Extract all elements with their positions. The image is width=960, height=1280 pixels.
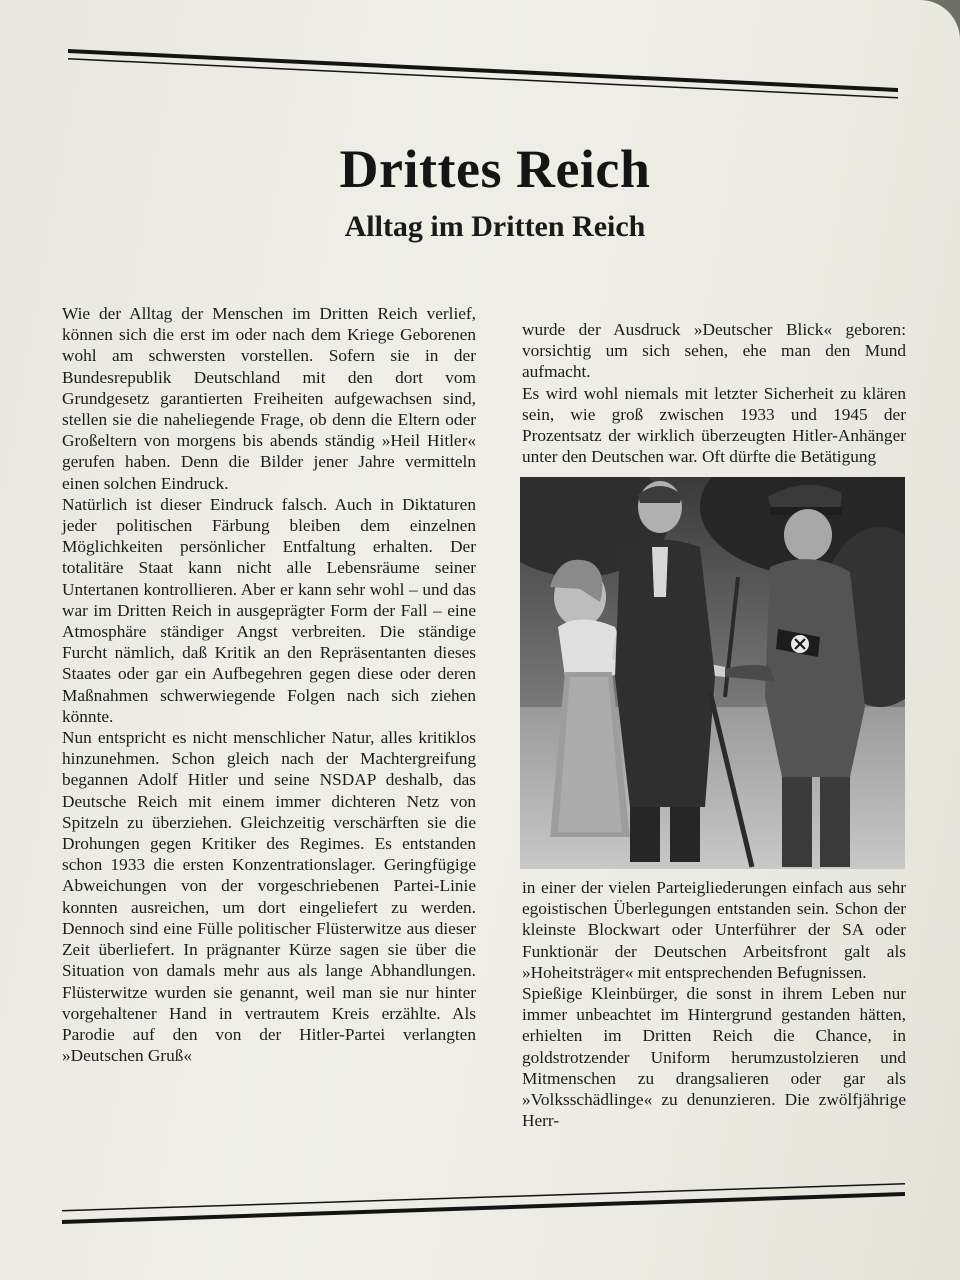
top-rule-thick	[68, 49, 898, 92]
bottom-rule-thick	[62, 1192, 905, 1224]
paragraph: Es wird wohl niemals mit letzter Sicherheit zu klären sein, wie groß zwischen 1933 und 1945 der Prozentsatz der wirklich überzeugten Hitler-Anhänger unter den Deutschen war. Oft dürfte die Betätigung	[522, 383, 906, 467]
right-text-column-top	[522, 319, 906, 467]
page-title: Drittes Reich	[339, 139, 651, 199]
page-subtitle: Alltag im Dritten Reich	[344, 210, 646, 243]
photo-illustration	[520, 477, 905, 869]
paragraph: Spießige Kleinbürger, die sonst in ihrem Leben nur immer unbeachtet im Hintergrund gestanden hätten, erhielten im Dritten Reich die Chance, in goldstrotzender Uniform herumzustolzieren und Mitmenschen zu drangsalieren oder gar als »Volksschädlinge« zu denunzieren. Die zwölfjährige Herr-	[522, 984, 906, 1131]
paragraph: Wie der Alltag der Menschen im Dritten Reich verlief, können sich die erst im oder nach dem Kriege Geborenen wohl am schwersten vorstellen. Sofern sie in der Bundesrepublik Deutschland mit den dort vom Grundgesetz garantierten Freiheiten aufgewachsen sind, stellen sie die naheliegende Frage, ob denn die Eltern oder Großeltern von morgens bis abends ständig »Heil Hitler« gerufen haben. Denn die Bilder jener Jahre vermitteln einen solchen Eindruck.	[62, 304, 476, 493]
left-text-column	[62, 303, 476, 1066]
bottom-rule-thin	[62, 1183, 905, 1212]
paragraph: Nun entspricht es nicht menschlicher Natur, alles kritiklos hinzunehmen. Schon gleich nach der Machtergreifung begannen Adolf Hitler und seine NSDAP deshalb, das Deutsche Reich mit einem immer dichteren Netz von Spitzeln zu überziehen. Gleichzeitig verschärften sie die Drohungen gegen Kritiker des Regimes. Es entstanden schon 1933 die ersten Konzentrationslager. Geringfügige Abweichungen von der vorgeschriebenen Partei-Linie konnten ausreichen, um dort eingeliefert zu werden. Dennoch sind eine Fülle politischer Flüsterwitze aus dieser Zeit überliefert. In prägnanter Kürze sagen sie über die Situation von damals mehr aus als lange Abhandlungen. Flüsterwitze wurden sie genannt, weil man sie nur hinter vorgehaltener Hand in vertrautem Kreis erzählte. Als Parodie auf den von der Hitler-Partei verlangten »Deutschen Gruß«	[62, 728, 476, 1066]
historical-photo	[520, 477, 905, 869]
right-text-column-bottom	[522, 877, 906, 1131]
paragraph: Natürlich ist dieser Eindruck falsch. Auch in Diktaturen jeder politischen Färbung bleiben dem einzelnen Möglichkeiten persönlicher Entfaltung erhalten. Der totalitäre Staat kann nicht alle Lebensräume seiner Untertanen kontrollieren. Aber er kann sehr wohl – und das war im Dritten Reich in ausgeprägter Form der Fall – eine Atmosphäre ständiger Angst verbreiten. Die ständige Furcht nämlich, daß Kritik an den Repräsentanten dieses Staates oder gar ein Aufbegehren gegen diese oder deren Maßnahmen schwerwiegende Folgen nach sich ziehen könnte.	[62, 494, 476, 726]
paragraph: in einer der vielen Parteigliederungen einfach aus sehr egoistischen Überlegungen entstanden sein. Schon der kleinste Blockwart oder Unterführer der SA oder Funktionär der Deutschen Arbeitsfront galt als »Hoheitsträger« mit entsprechenden Befugnissen.	[522, 878, 906, 982]
top-rule-thin	[68, 58, 898, 99]
paragraph: wurde der Ausdruck »Deutscher Blick« geboren: vorsichtig um sich sehen, ehe man den Mund aufmacht.	[522, 320, 906, 382]
